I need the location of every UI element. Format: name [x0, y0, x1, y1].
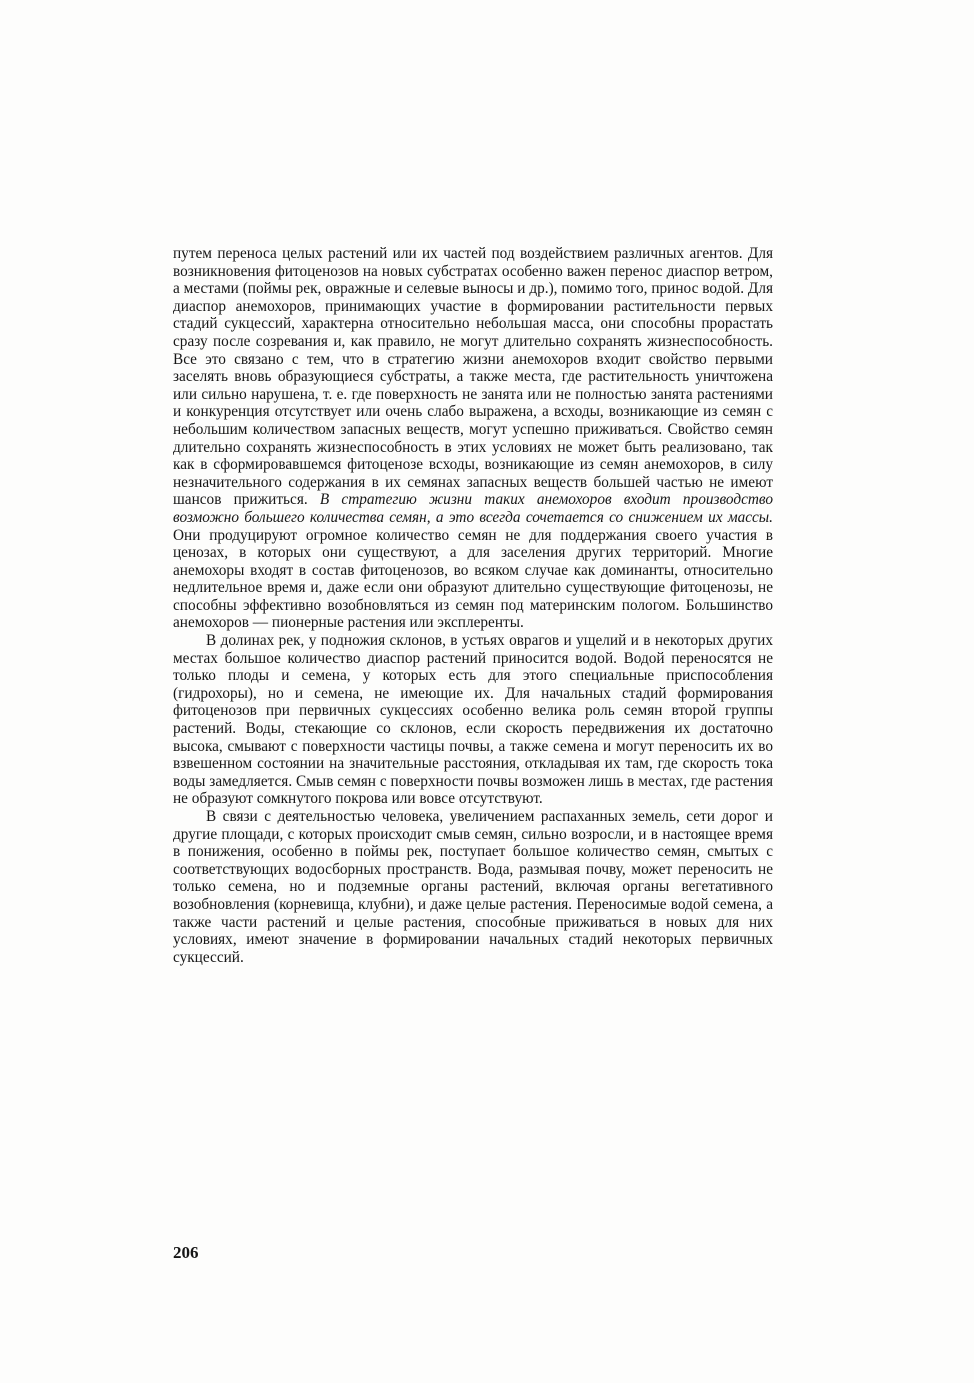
paragraph-1-text-b: Они продуцируют огромное количество семян не для поддержания своего участия в ценозах, в которых они существуют, а для заселения других территорий. Многие анемохоры входят в состав фитоценозов, во всяком случае как доминанты, относительно недлительное время и, даже если они образуют длительно существующие фитоценозы, не способны эффективно возобновляться из семян под материнским пологом. Большинство анемохоров — пионерные растения или эксплеренты. [173, 526, 773, 632]
paragraph-1-text-a: путем переноса целых растений или их частей под воздействием различных агентов. Для возникновения фитоценозов на новых субстратах особенно важен перенос диаспор ветром, а местами (поймы рек, овражные и селевые выносы и др.), помимо того, принос водой. Для диаспор анемохоров, принимающих участие в формировании растительности первых стадий сукцессий, характерна относительно небольшая масса, они способны прорастать сразу после созревания и, как правило, не могут длительно сохранять жизнеспособность. Все это связано с тем, что в стратегию жизни анемохоров входит свойство первыми заселять вновь образующиеся субстраты, а также места, где растительность уничтожена или сильно нарушена, т. е. где поверхность не занята или не полностью занята растениями и конкуренция отсутствует или очень слабо выражена, а всходы, возникающие из семян с небольшим количеством запасных веществ, могут успешно приживаться. Свойство семян длительно сохранять жизнеспособность в этих условиях не может быть реализовано, так как в сформировавшемся фитоценозе всходы, возникающие из семян анемохоров, в силу незначительного содержания в их семянах запасных веществ большей частью не имеют шансов прижиться. [173, 245, 773, 509]
paragraph-3-text: В связи с деятельностью человека, увеличением распаханных земель, сети дорог и другие площади, с которых происходит смыв семян, сильно возросли, и в настоящее время в понижения, особенно в поймы рек, поступает большое количество семян, смытых с соответствующих водосборных пространств. Вода, размывая почву, может переносить не только семена, но и подземные органы растений, включая органы вегетативного возобновления (корневища, клубни), и даже целые растения. Переносимые водой семена, а также части растений и целые растения, способные приживаться в новых для них условиях, имеют значение в формировании начальных стадий некоторых первичных сукцессий. [173, 808, 773, 966]
paragraph-3 [173, 808, 773, 966]
paragraph-2-text: В долинах рек, у подножия склонов, в устьях оврагов и ущелий и в некоторых других местах большое количество диаспор растений приносится водой. Водой переносятся не только плоды и семена, у которых есть для этого специальные приспособления (гидрохоры), но и семена, не имеющие их. Для начальных стадий формирования фитоценозов при первичных сукцессиях особенно велика роль семян второй группы растений. Воды, стекающие со склонов, если скорость передвижения их достаточно высока, смывают с поверхности частицы почвы, а также семена и могут переносить их во взвешенном состоянии на значительные расстояния, откладывая их там, где скорость тока воды замедляется. Смыв семян с поверхности почвы возможен лишь в местах, где растения не образуют сомкнутого покрова или вовсе отсутствуют. [173, 632, 773, 808]
paragraph-2 [173, 632, 773, 808]
paragraph-1-italic-emphasis: В стратегию жизни таких анемохоров входит производство возможно большего количества семян, а это всегда сочетается со снижением их массы. [173, 491, 774, 526]
page-number: 206 [173, 1243, 199, 1262]
paragraph-1 [173, 245, 773, 632]
body-text [173, 245, 773, 966]
